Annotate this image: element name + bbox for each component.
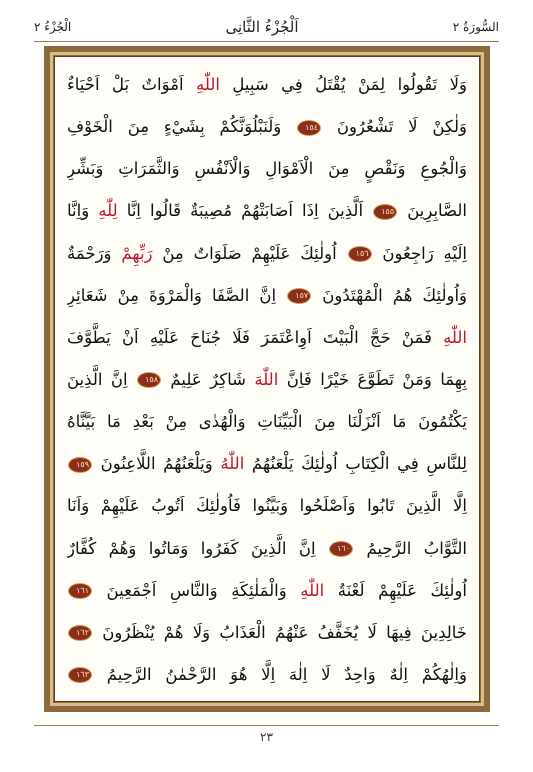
divine-name-text: اللّٰهِ	[443, 327, 467, 347]
ayah-number-marker: ١٦١	[69, 584, 91, 598]
verse-text-segment: الصَّابِرِينَ	[398, 201, 467, 221]
verse-text-segment: وَالْمَلٰئِكَةِ وَالنَّاسِ اَجْمَعِينَ	[93, 580, 301, 600]
verse-line	[67, 111, 467, 143]
ayah-number-marker: ١٥٤	[298, 121, 320, 135]
verse-text-segment: وَيَلْعَنُهُمُ اللَّاعِنُونَ	[93, 454, 221, 474]
divine-name-text: اللّٰهِ	[300, 580, 325, 600]
header-divider	[34, 41, 499, 42]
verse-text-segment: وَالْجُوعِ وَنَقْصٍ مِنَ الْاَمْوَالِ وَالْاَنْفُسِ وَالثَّمَرَاتِ وَبَشِّرِ	[67, 159, 467, 179]
surah-label: السُّورَةُ ٢	[452, 20, 499, 34]
divine-name-text: اللّٰهِ	[196, 75, 220, 94]
verse-text-segment: اِنَّ الصَّفَا وَالْمَرْوَةَ مِنْ شَعَائِرِ	[67, 285, 287, 305]
verse-text	[67, 69, 467, 691]
verse-line	[67, 364, 467, 396]
ayah-number-marker: ١٦٣	[69, 668, 91, 682]
ayah-number-marker: ١٥٩	[69, 458, 91, 472]
verse-text-segment: اُولٰئِكَ عَلَيْهِمْ لَعْنَةُ	[324, 580, 467, 600]
verse-text-segment: اَلَّذِينَ اِذَا اَصَابَتْهُمْ مُصِيبَةٌ قَالُوا اِنَّا	[117, 201, 373, 221]
verse-line	[67, 322, 467, 354]
ayah-number-marker: ١٥٥	[374, 205, 396, 219]
ayah-number-marker: ١٥٦	[349, 247, 371, 261]
verse-text-segment: اِلَيْهِ رَاجِعُونَ	[372, 243, 467, 263]
verse-line	[67, 280, 467, 312]
verse-text-segment: فَمَنْ حَجَّ الْبَيْتَ اَوِاعْتَمَرَ فَلَا جُنَاحَ عَلَيْهِ اَنْ يَطَّوَّفَ	[67, 327, 444, 347]
verse-text-segment: اُولٰئِكَ عَلَيْهِمْ صَلَوَاتٌ مِنْ	[152, 243, 347, 263]
footer-divider	[34, 725, 499, 726]
verse-text-segment: وَلٰكِنْ لَا تَشْعُرُونَ	[322, 117, 467, 137]
page-header	[34, 14, 499, 40]
ayah-number-marker: ١٦٢	[69, 626, 91, 640]
ayah-number-marker: ١٥٨	[138, 373, 160, 387]
verse-line	[67, 153, 467, 185]
verse-text-segment: لِلنَّاسِ فِي الْكِتَابِ اُولٰئِكَ يَلْعَنُهُمُ	[244, 454, 467, 474]
verse-text-segment: اِنَّ الَّذِينَ	[67, 369, 136, 389]
verse-line	[67, 490, 467, 522]
verse-line	[67, 238, 467, 270]
verse-line	[67, 406, 467, 438]
verse-line	[67, 617, 467, 649]
ornamental-frame	[44, 46, 490, 712]
verse-text-segment: اِنَّ الَّذِينَ كَفَرُوا وَمَاتُوا وَهُمْ كُفَّارٌ	[67, 538, 328, 558]
verse-text-segment: وَاُولٰئِكَ هُمُ الْمُهْتَدُونَ	[312, 285, 467, 305]
ayah-number-marker: ١٦٠	[330, 542, 352, 556]
verse-line	[67, 575, 467, 607]
verse-text-segment: وَرَحْمَةٌ	[67, 243, 122, 263]
divine-name-text: اللّٰهُ	[220, 454, 245, 474]
verse-text-segment: خَالِدِينَ فِيهَا لَا يُخَفَّفُ عَنْهُمُ الْعَذَابُ وَلَا هُمْ يُنْظَرُونَ	[93, 622, 467, 642]
verse-text-segment: شَاكِرٌ عَلِيمٌ	[162, 369, 255, 389]
divine-name-text: اللّٰهَ	[254, 369, 279, 389]
verse-line	[67, 448, 467, 480]
verse-text-segment: وَاِلٰهُكُمْ اِلٰهٌ وَاحِدٌ لَا اِلٰهَ اِلَّا هُوَ الرَّحْمٰنُ الرَّحِيمُ	[93, 664, 467, 684]
verse-line	[67, 69, 467, 101]
verse-line	[67, 533, 467, 565]
verse-text-segment: التَّوَّابُ الرَّحِيمُ	[354, 538, 467, 558]
juz-title: اَلْجُزْءُ الثَّانِى	[225, 18, 299, 36]
juz-label: الْجُزْءُ ٢	[34, 20, 72, 34]
verse-line	[67, 659, 467, 691]
ayah-number-marker: ١٥٧	[288, 289, 310, 303]
verse-text-segment: يَكْتُمُونَ مَا اَنْزَلْنَا مِنَ الْبَيِّنَاتِ وَالْهُدٰى مِنْ بَعْدِ مَا بَيَّنَّاهُ	[67, 412, 467, 432]
verse-text-segment: وَلَا تَقُولُوا لِمَنْ يُقْتَلُ فِي سَبِيلِ	[219, 75, 467, 94]
verse-text-segment: بِهِمَا وَمَنْ تَطَوَّعَ خَيْرًا فَاِنَّ	[278, 369, 467, 389]
page-number: ٢٣	[260, 730, 273, 744]
divine-name-text: لِلّٰهِ	[98, 201, 118, 221]
verse-line	[67, 195, 467, 227]
text-panel	[54, 56, 480, 702]
verse-text-segment: اِلَّا الَّذِينَ تَابُوا وَاَصْلَحُوا وَبَيَّنُوا فَاُولٰئِكَ اَتُوبُ عَلَيْهِمْ وَاَنَا	[67, 496, 467, 516]
verse-text-segment: وَاِنَّا	[67, 201, 99, 221]
verse-text-segment: وَلَنَبْلُوَنَّكُمْ بِشَيْءٍ مِنَ الْخَوْفِ	[67, 117, 297, 137]
divine-name-text: رَبِّهِمْ	[121, 243, 153, 263]
verse-text-segment: اَمْوَاتٌ بَلْ اَحْيَاءٌ	[67, 75, 197, 94]
